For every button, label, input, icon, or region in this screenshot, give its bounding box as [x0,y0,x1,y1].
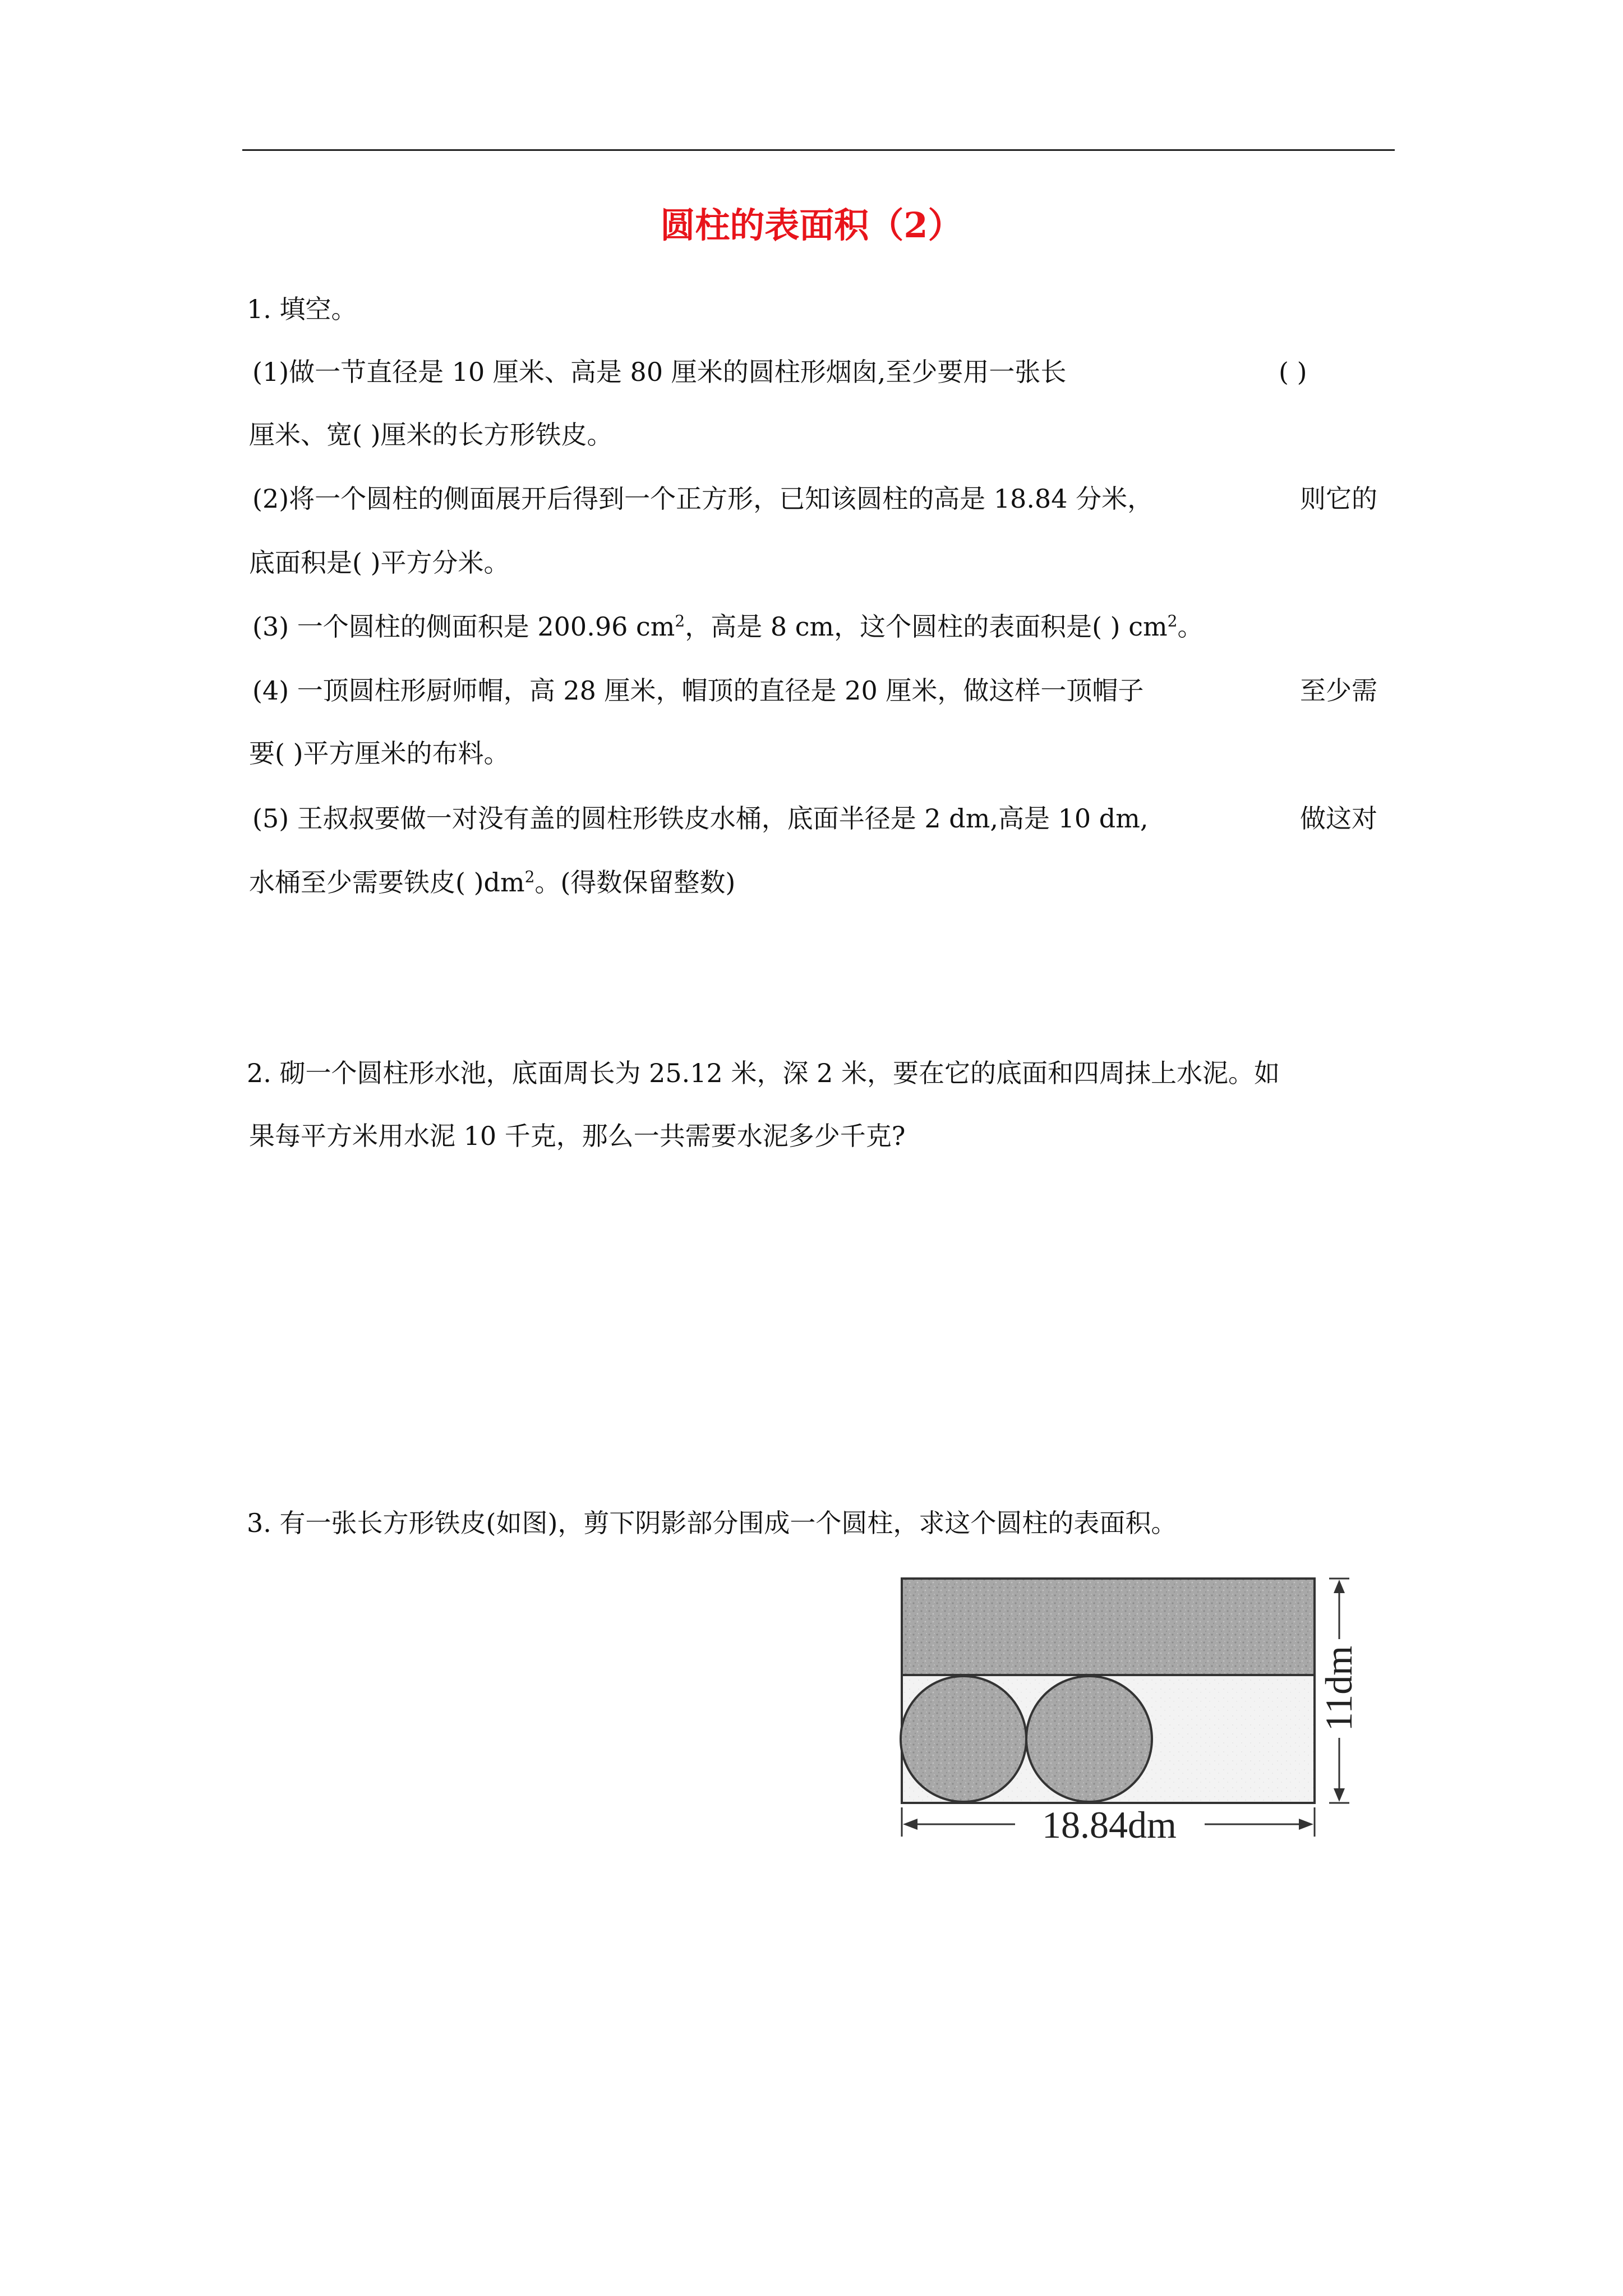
q2-line2: 果每平方米用水泥 10 千克，那么一共需要水泥多少千克? [249,1121,906,1151]
q1-p4-line1: (4) 一顶圆柱形厨师帽，高 28 厘米，帽顶的直径是 20 厘米，做这样一顶帽子 [252,675,1144,706]
height-label: 11dm [1317,1645,1360,1732]
header-rule [242,149,1395,151]
q1-p3-sup-a: 2 [675,611,685,631]
q1-p5-part-a: 水桶至少需要铁皮( )dm [249,867,525,898]
q1-p1-blank: ( ) [1279,357,1307,387]
base-circle-right [1026,1676,1152,1802]
width-label: 18.84dm [1042,1803,1177,1846]
q1-heading: 1. 填空。 [247,294,357,324]
q1-p1-line1: (1)做一节直径是 10 厘米、高是 80 厘米的圆柱形烟囱,至少要用一张长 [252,357,1067,387]
q1-p3-part-b: ，高是 8 cm，这个圆柱的表面积是( ) cm [685,611,1168,642]
q1-p5-line1-end: 做这对 [1300,803,1377,834]
q1-p5-sup: 2 [524,867,535,886]
q1-p4-line1-end: 至少需 [1300,675,1377,706]
page-title: 圆柱的表面积（2） [660,205,963,246]
q1-p3 [252,611,1203,642]
q1-p2-line1: (2)将一个圆柱的侧面展开后得到一个正方形，已知该圆柱的高是 18.84 分米， [252,484,1154,514]
q1-p3-sup-b: 2 [1167,611,1178,631]
q1-p4-line2: 要( )平方厘米的布料。 [249,738,510,769]
q1-p5-line1: (5) 王叔叔要做一对没有盖的圆柱形铁皮水桶，底面半径是 2 dm,高是 10 dm, [252,803,1149,834]
q1-p5-part-b: 。(得数保留整数) [534,867,736,898]
q1-p3-part-c: 。 [1177,611,1204,642]
q3-figure [880,1570,1396,1861]
iron-sheet-diagram [880,1570,1396,1861]
q1-p5-line2 [249,867,735,898]
q1-p2-line1-end: 则它的 [1300,484,1377,514]
q2-line1: 2. 砌一个圆柱形水池，底面周长为 25.12 米，深 2 米，要在它的底面和四周抹上水泥。如 [247,1058,1280,1088]
lateral-rectangle [902,1579,1315,1675]
base-circle-left [901,1676,1026,1802]
q3-line1: 3. 有一张长方形铁皮(如图)，剪下阴影部分围成一个圆柱，求这个圆柱的表面积。 [247,1508,1177,1538]
q1-p1-line2: 厘米、宽( )厘米的长方形铁皮。 [249,420,613,450]
q1-p3-part-a: (3) 一个圆柱的侧面积是 200.96 cm [252,611,675,642]
q1-p2-line2: 底面积是( )平方分米。 [249,547,510,578]
